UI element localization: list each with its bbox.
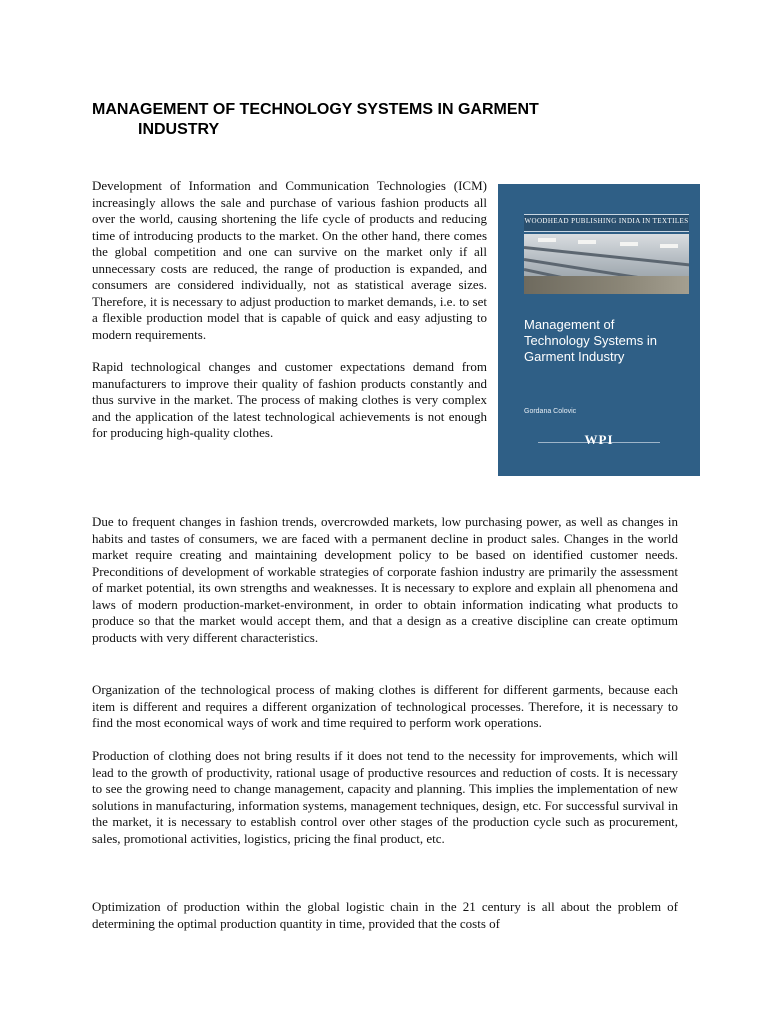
cover-photo-floor (524, 276, 689, 294)
cover-factory-photo (524, 234, 689, 294)
cover-photo-lamp (660, 244, 678, 248)
cover-author: Gordana Colovic (524, 408, 577, 415)
paragraph-5: Production of clothing does not bring results if it does not tend to the necessity for improvements, which will lead to the growth of productivity, rational usage of productive resources and reduction of costs. It is necessary to see the growing need to change management, capacity and planning. This implies the implementation of new solutions in manufacturing, information systems, management techniques, design, etc. For successful survival in the market, it is necessary to establish control over other stages of the production cycle such as procurement, sales, promotional activities, logistics, pricing the final product, etc. (92, 748, 678, 846)
cover-photo-lamp (578, 240, 596, 244)
document-title (92, 100, 652, 140)
paragraph-4: Organization of the technological process of making clothes is different for different garments, because each item is different and requires a different organization of technological processes. Therefore, it is necessary to find the most economical ways of work and time required to perform work operations. (92, 682, 678, 730)
cover-title-line-1: Management of (524, 317, 615, 332)
cover-publisher: WOODHEAD PUBLISHING INDIA IN TEXTILES (524, 217, 689, 225)
cover-title-line-2: Technology Systems in (524, 333, 657, 348)
cover-photo-lamp (620, 242, 638, 246)
paragraph-2: Rapid technological changes and customer expectations demand from manufacturers to improve their quality of fashion products constantly and thus survive in the market. The process of making clothes is very complex and the application of the latest technological achievements is not enough for producing high-quality clothes. (92, 359, 487, 440)
cover-title (524, 317, 694, 365)
book-cover-image (498, 184, 700, 476)
document-title-line-1: MANAGEMENT OF TECHNOLOGY SYSTEMS IN GARMENT (92, 101, 539, 118)
cover-photo-lamp (538, 238, 556, 242)
cover-title-line-3: Garment Industry (524, 349, 625, 364)
paragraph-1: Development of Information and Communication Technologies (ICM) increasingly allows the sale and purchase of various fashion products all over the world, causing shortening the life cycle of products and reducing time of introducing products to the market. On the other hand, there comes the global competition and one can survive on the market only if all unnecessary costs are reduced, the range of production is expanded, and consumers are considered individually, not as statistical average sizes. Therefore, it is necessary to adjust production to market demands, i.e. to set a flexible production model that is capable of quick and easy adjusting to modern requirements. (92, 178, 487, 342)
cover-publisher-logo: WPI (584, 432, 614, 447)
document-title-line-2: INDUSTRY (138, 121, 220, 138)
cover-publisher-band (524, 214, 689, 232)
intro-column (92, 178, 487, 442)
paragraph-6: Optimization of production within the global logistic chain in the 21 century is all about the problem of determining the optimal production quantity in time, provided that the costs of (92, 899, 678, 931)
paragraph-3: Due to frequent changes in fashion trends, overcrowded markets, low purchasing power, as well as changes in habits and tastes of consumers, we are faced with a permanent decline in product sales. Changes in the world market require creating and maintaining development policy to be based on identified customer needs. Preconditions of development of workable strategies of corporate fashion industry are primarily the assessment of market potential, its own strengths and weaknesses. It is necessary to explore and explain all phenomena and laws of modern production-market-environment, in order to obtain information indicating what products to produce so that the market would accept them, and that a design as a creative discipline can create optimum products with very different characteristics. (92, 514, 678, 645)
